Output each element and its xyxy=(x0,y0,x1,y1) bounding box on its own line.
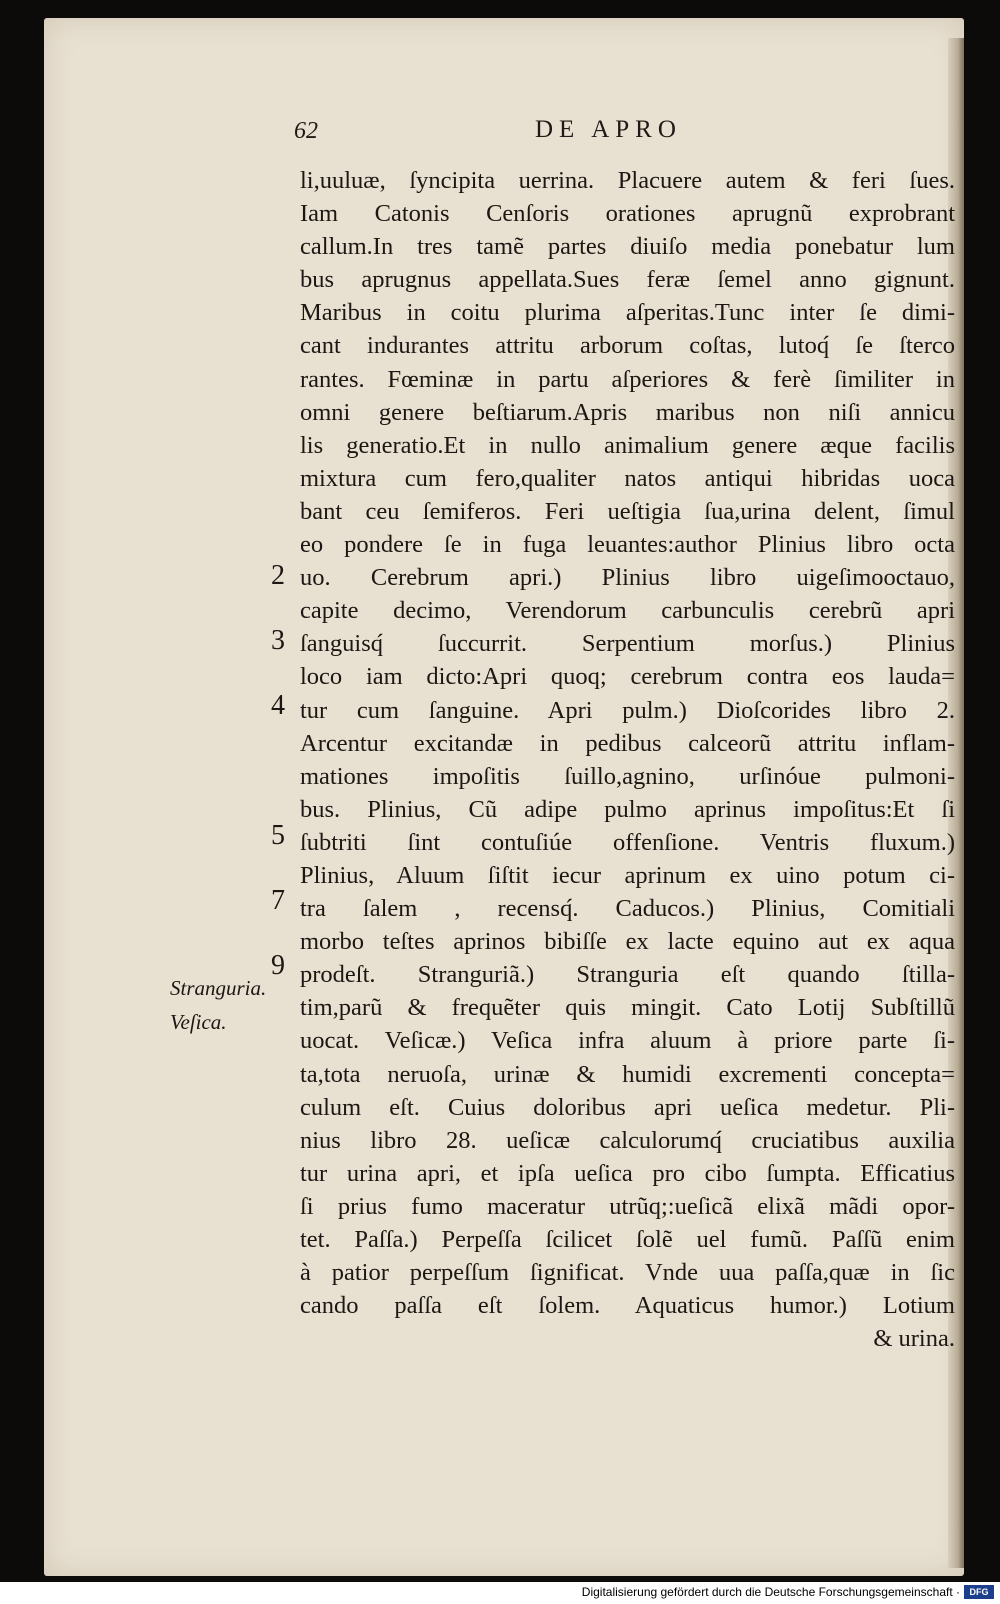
text-line: ta,tota neruoſa, urinæ & humidi excrementi concepta= xyxy=(300,1060,955,1088)
text-line: Arcentur excitandæ in pedibus calceorũ attritu inflam- xyxy=(300,729,955,757)
text-line: mationes impoſitis ſuillo,agnino, urſinóue pulmoni- xyxy=(300,762,955,790)
text-line: li,uuluæ, ſyncipita uerrina. Placuere autem & feri ſues. xyxy=(300,167,955,194)
text-line: mixtura cum fero,qualiter natos antiqui hibridas uoca xyxy=(300,464,955,492)
margin-number: 9 xyxy=(271,950,285,981)
text-line: Plinius, Aluum ſiſtit iecur aprinum ex uino potum ci- xyxy=(300,861,955,889)
text-line: bus. Plinius, Cũ adipe pulmo aprinus impoſitus:Et ſi xyxy=(300,795,955,823)
text-line: capite decimo, Verendorum carbunculis cerebrũ apri xyxy=(300,597,955,625)
text-line: tur urina apri, et ipſa ueſica pro cibo ſumpta. Efficatius xyxy=(300,1159,955,1187)
body-text xyxy=(300,164,955,1355)
text-line: culum eſt. Cuius doloribus apri ueſica medetur. Pli- xyxy=(300,1093,955,1121)
text-line: callum.In tres tamẽ partes diuiſo media ponebatur lum xyxy=(300,233,955,261)
text-line: eo pondere ſe in fuga leuantes:author Plinius libro octa xyxy=(300,531,955,559)
footer-credit: Digitalisierung gefördert durch die Deutsche Forschungsgemeinschaft · xyxy=(581,1585,960,1599)
text-line: tim,parũ & frequẽter quis mingit. Cato Lotij Subſtillũ xyxy=(300,994,955,1022)
text-line: tur cum ſanguine. Apri pulm.) Dioſcorides libro 2. xyxy=(300,696,955,724)
text-line: lis generatio.Et in nullo animalium genere æque facilis xyxy=(300,431,955,459)
folio-number: 62 xyxy=(294,118,318,144)
text-line: cando paſſa eſt ſolem. Aquaticus humor.) Lotium xyxy=(300,1292,955,1320)
text-line: uo. Cerebrum apri.) Plinius libro uigeſimooctauo, xyxy=(300,564,955,592)
text-line: omni genere beſtiarum.Apris maribus non niſi annicu xyxy=(300,398,955,426)
text-line: Maribus in coitu plurima aſperitas.Tunc inter ſe dimi- xyxy=(300,299,955,327)
dfg-logo: DFG xyxy=(964,1585,994,1599)
digitization-footer xyxy=(0,1582,1000,1604)
text-line: nius libro 28. ueſicæ calculorumq́ cruciatibus auxilia xyxy=(300,1126,955,1154)
text-line: Iam Catonis Cenſoris orationes aprugnũ exprobrant xyxy=(300,200,955,228)
running-title: DE APRO xyxy=(535,116,682,143)
margin-number: 2 xyxy=(271,560,285,591)
text-line: cant indurantes attritu arborum coſtas, lutoq́ ſe ſterco xyxy=(300,332,955,360)
text-line: tra ſalem , recensq́. Caducos.) Plinius, Comitiali xyxy=(300,895,955,923)
text-line: ſanguisq́ ſuccurrit. Serpentium morſus.) Plinius xyxy=(300,630,955,658)
page-header xyxy=(290,112,790,152)
text-line: morbo teſtes aprinos bibiſſe ex lacte equino aut ex aqua xyxy=(300,928,955,956)
text-line: & urina. xyxy=(873,1325,955,1353)
text-line: à patior perpeſſum ſignificat. Vnde uua paſſa,quæ in ſic xyxy=(300,1259,955,1287)
text-line: bus aprugnus appellata.Sues feræ ſemel anno gignunt. xyxy=(300,266,955,294)
text-line: ſubtriti ſint contuſiúe offenſione. Ventris fluxum.) xyxy=(300,828,955,856)
margin-number: 5 xyxy=(271,820,285,851)
text-line: tet. Paſſa.) Perpeſſa ſcilicet ſolẽ uel fumũ. Paſſũ enim xyxy=(300,1226,955,1253)
text-line: prodeſt. Stranguriã.) Stranguria eſt quando ſtilla- xyxy=(300,961,955,989)
text-line: rantes. Fœminæ in partu aſperiores & ferè ſimiliter in xyxy=(300,365,955,393)
text-line: bant ceu ſemiferos. Feri ueſtigia ſua,urina delent, ſimul xyxy=(300,497,955,525)
margin-note: Stranguria. xyxy=(170,976,267,1000)
text-line: uocat. Veſicæ.) Veſica infra aluum à priore parte ſi- xyxy=(300,1027,955,1055)
margin-note: Veſica. xyxy=(170,1010,227,1034)
text-line: loco iam dicto:Apri quoq; cerebrum contra eos lauda= xyxy=(300,663,955,691)
text-line: ſi prius fumo maceratur utrũq;:ueſicã elixã mãdi opor- xyxy=(300,1192,955,1220)
margin-number: 7 xyxy=(271,885,285,916)
margin-number: 4 xyxy=(271,690,285,721)
margin-number: 3 xyxy=(271,625,285,656)
